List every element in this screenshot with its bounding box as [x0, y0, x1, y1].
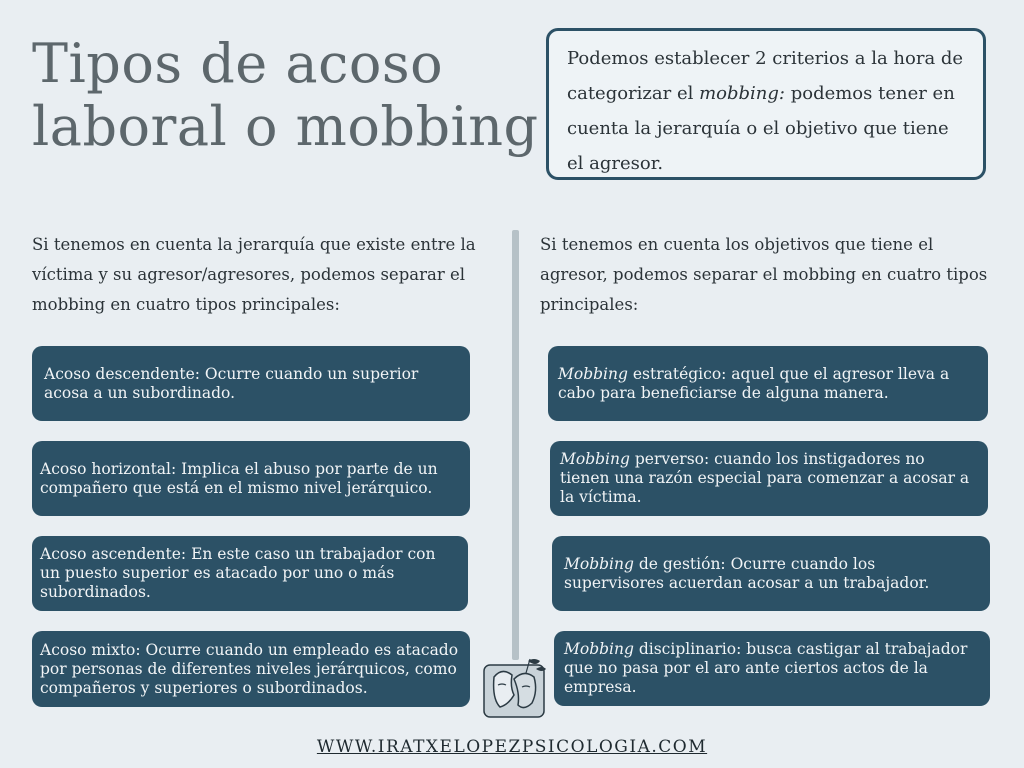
card-mobbing-estrategico [548, 346, 988, 421]
card-acoso-ascendente [32, 536, 468, 611]
website-url[interactable]: WWW.IRATXELOPEZPSICOLOGIA.COM [316, 737, 708, 757]
card-mobbing-perverso [550, 441, 988, 516]
left-description: Si tenemos en cuenta la jerarquía que existe entre la víctima y su agresor/agresores, podemos separar el mobbing en cuatro tipos principales: [32, 235, 476, 314]
card-acoso-mixto [32, 631, 470, 707]
card-mobbing-disciplinario [554, 631, 990, 706]
card-emphasis: Mobbing [564, 554, 634, 573]
right-description: Si tenemos en cuenta los objetivos que tiene el agresor, podemos separar el mobbing en cuatro tipos principales: [540, 235, 988, 314]
card-text [564, 640, 980, 697]
intro-emphasis: mobbing: [699, 83, 785, 104]
card-text [560, 450, 978, 507]
card-text [564, 555, 980, 593]
card-emphasis: Mobbing [560, 450, 630, 468]
card-text: Acoso descendente: Ocurre cuando un superior acosa a un subordinado. [44, 364, 419, 402]
card-rest: estratégico: aquel que el agresor lleva a cabo para beneficiarse de alguna manera. [558, 364, 950, 402]
faces-logo-icon [480, 655, 552, 721]
card-emphasis: Mobbing [564, 640, 634, 658]
card-mobbing-gestion [552, 536, 990, 611]
card-rest: de gestión: Ocurre cuando los supervisores acuerdan acosar a un trabajador. [564, 554, 930, 592]
card-text: Acoso ascendente: En este caso un trabajador con un puesto superior es atacado por uno o más subordinados. [40, 545, 436, 601]
card-acoso-horizontal [32, 441, 470, 516]
card-acoso-descendente [32, 346, 470, 421]
card-text: Acoso horizontal: Implica el abuso por parte de un compañero que está en el mismo nivel jerárquico. [40, 459, 438, 497]
card-text [558, 365, 978, 403]
card-rest: perverso: cuando los instigadores no tienen una razón especial para comenzar a acosar a la víctima. [560, 450, 970, 506]
intro-box [546, 28, 986, 180]
intro-text-1: Podemos establecer 2 criterios a la hora de categorizar el [567, 48, 964, 104]
page-title-line-2: laboral o mobbing [32, 95, 539, 158]
card-rest: disciplinario: busca castigar al trabajador que no pasa por el aro ante ciertos actos de la empresa. [564, 640, 968, 696]
card-emphasis: Mobbing [558, 364, 628, 383]
page-title [32, 32, 539, 158]
column-divider [512, 230, 519, 660]
card-text: Acoso mixto: Ocurre cuando un empleado es atacado por personas de diferentes niveles jerárquicos, como compañeros y superiores o subordinados. [40, 640, 459, 697]
page-title-line-1: Tipos de acoso [32, 32, 444, 95]
intro-text-2: podemos tener en cuenta la jerarquía o el objetivo que tiene el agresor. [567, 83, 955, 174]
